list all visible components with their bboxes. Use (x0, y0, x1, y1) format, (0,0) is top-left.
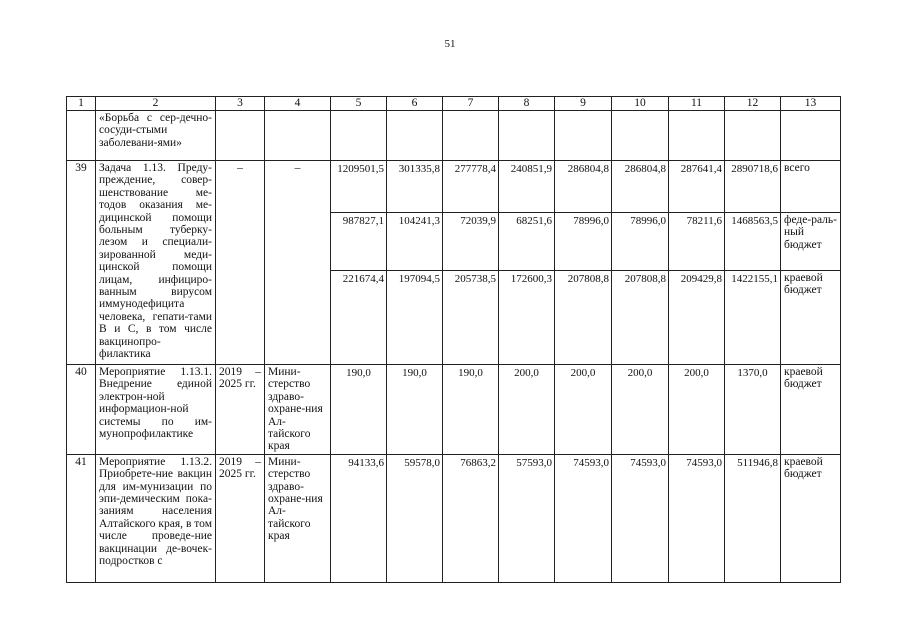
value-cell: 104241,3 (387, 213, 443, 271)
cell (499, 111, 555, 161)
cell (669, 111, 725, 161)
value-cell: 301335,8 (387, 161, 443, 213)
column-header: 13 (781, 97, 841, 111)
value-cell: 200,0 (669, 365, 725, 455)
value-cell: 221674,4 (331, 271, 387, 365)
value-cell: 209429,8 (669, 271, 725, 365)
value-cell: 190,0 (387, 365, 443, 455)
value-cell: 200,0 (555, 365, 612, 455)
value-cell: 78996,0 (555, 213, 612, 271)
table-row (67, 161, 841, 213)
cell (387, 111, 443, 161)
column-header: 11 (669, 97, 725, 111)
value-cell: 57593,0 (499, 454, 555, 582)
value-cell: 78996,0 (612, 213, 669, 271)
value-cell: 172600,3 (499, 271, 555, 365)
cell (265, 111, 331, 161)
measure-name: Задача 1.13. Преду-преждение, совер-шенствование ме-тодов оказания ме-дицинской помощи больным туберку-лезом и специали-зированной меди-цинской помощи лицам, инфициро-ванным вирусом иммунодефицита человека, гепати-тами В и С, в том числе вакцинопро-филактика (96, 161, 216, 365)
value-cell: 74593,0 (669, 454, 725, 582)
program-table (66, 96, 841, 583)
cell (612, 111, 669, 161)
column-header: 7 (443, 97, 499, 111)
cell (725, 111, 781, 161)
column-header: 4 (265, 97, 331, 111)
column-header: 9 (555, 97, 612, 111)
value-cell: 1209501,5 (331, 161, 387, 213)
value-cell: 240851,9 (499, 161, 555, 213)
value-cell: 68251,6 (499, 213, 555, 271)
value-cell: 72039,9 (443, 213, 499, 271)
executor: – (265, 161, 331, 365)
column-header: 1 (67, 97, 96, 111)
cell (331, 111, 387, 161)
column-header: 8 (499, 97, 555, 111)
value-cell: 200,0 (499, 365, 555, 455)
period: 2019 – 2025 гг. (216, 365, 265, 455)
period: – (216, 161, 265, 365)
value-cell: 987827,1 (331, 213, 387, 271)
value-cell: 2890718,6 (725, 161, 781, 213)
funding-source: краевой бюджет (781, 454, 841, 582)
funding-source: всего (781, 161, 841, 213)
value-cell: 511946,8 (725, 454, 781, 582)
row-number (67, 111, 96, 161)
executor: Мини-стерство здраво-охране-ния Ал-тайского края (265, 454, 331, 582)
value-cell: 190,0 (443, 365, 499, 455)
table-row (67, 111, 841, 161)
funding-source: феде-раль-ный бюджет (781, 213, 841, 271)
executor: Мини-стерство здраво-охране-ния Ал-тайского края (265, 365, 331, 455)
funding-source: краевой бюджет (781, 271, 841, 365)
value-cell: 207808,8 (612, 271, 669, 365)
value-cell: 74593,0 (612, 454, 669, 582)
value-cell: 287641,4 (669, 161, 725, 213)
measure-name: «Борьба с сер-дечно-сосуди-стыми заболевани-ями» (96, 111, 216, 161)
value-cell: 94133,6 (331, 454, 387, 582)
value-cell: 1422155,1 (725, 271, 781, 365)
cell (216, 111, 265, 161)
cell (555, 111, 612, 161)
measure-name: Мероприятие 1.13.2. Приобрете-ние вакцин для им-мунизации по эпи-демическим пока-заниям населения Алтайского края, в том числе проведе-ние вакцинации де-вочек-подростков с (96, 454, 216, 582)
value-cell: 1370,0 (725, 365, 781, 455)
row-number: 41 (67, 454, 96, 582)
cell (781, 111, 841, 161)
column-header: 10 (612, 97, 669, 111)
measure-name: Мероприятие 1.13.1. Внедрение единой электрон-ной информацион-ной системы по им-мунопрофилактике (96, 365, 216, 455)
value-cell: 207808,8 (555, 271, 612, 365)
value-cell: 277778,4 (443, 161, 499, 213)
cell (443, 111, 499, 161)
value-cell: 197094,5 (387, 271, 443, 365)
column-header: 2 (96, 97, 216, 111)
value-cell: 200,0 (612, 365, 669, 455)
table-row (67, 454, 841, 582)
row-number: 40 (67, 365, 96, 455)
value-cell: 286804,8 (555, 161, 612, 213)
value-cell: 59578,0 (387, 454, 443, 582)
period: 2019 – 2025 гг. (216, 454, 265, 582)
column-header: 5 (331, 97, 387, 111)
value-cell: 1468563,5 (725, 213, 781, 271)
table-row (67, 365, 841, 455)
value-cell: 205738,5 (443, 271, 499, 365)
column-header: 6 (387, 97, 443, 111)
value-cell: 286804,8 (612, 161, 669, 213)
value-cell: 76863,2 (443, 454, 499, 582)
page-number: 51 (444, 38, 456, 50)
value-cell: 78211,6 (669, 213, 725, 271)
column-number-row (67, 97, 841, 111)
funding-source: краевой бюджет (781, 365, 841, 455)
value-cell: 74593,0 (555, 454, 612, 582)
column-header: 3 (216, 97, 265, 111)
value-cell: 190,0 (331, 365, 387, 455)
column-header: 12 (725, 97, 781, 111)
row-number: 39 (67, 161, 96, 365)
